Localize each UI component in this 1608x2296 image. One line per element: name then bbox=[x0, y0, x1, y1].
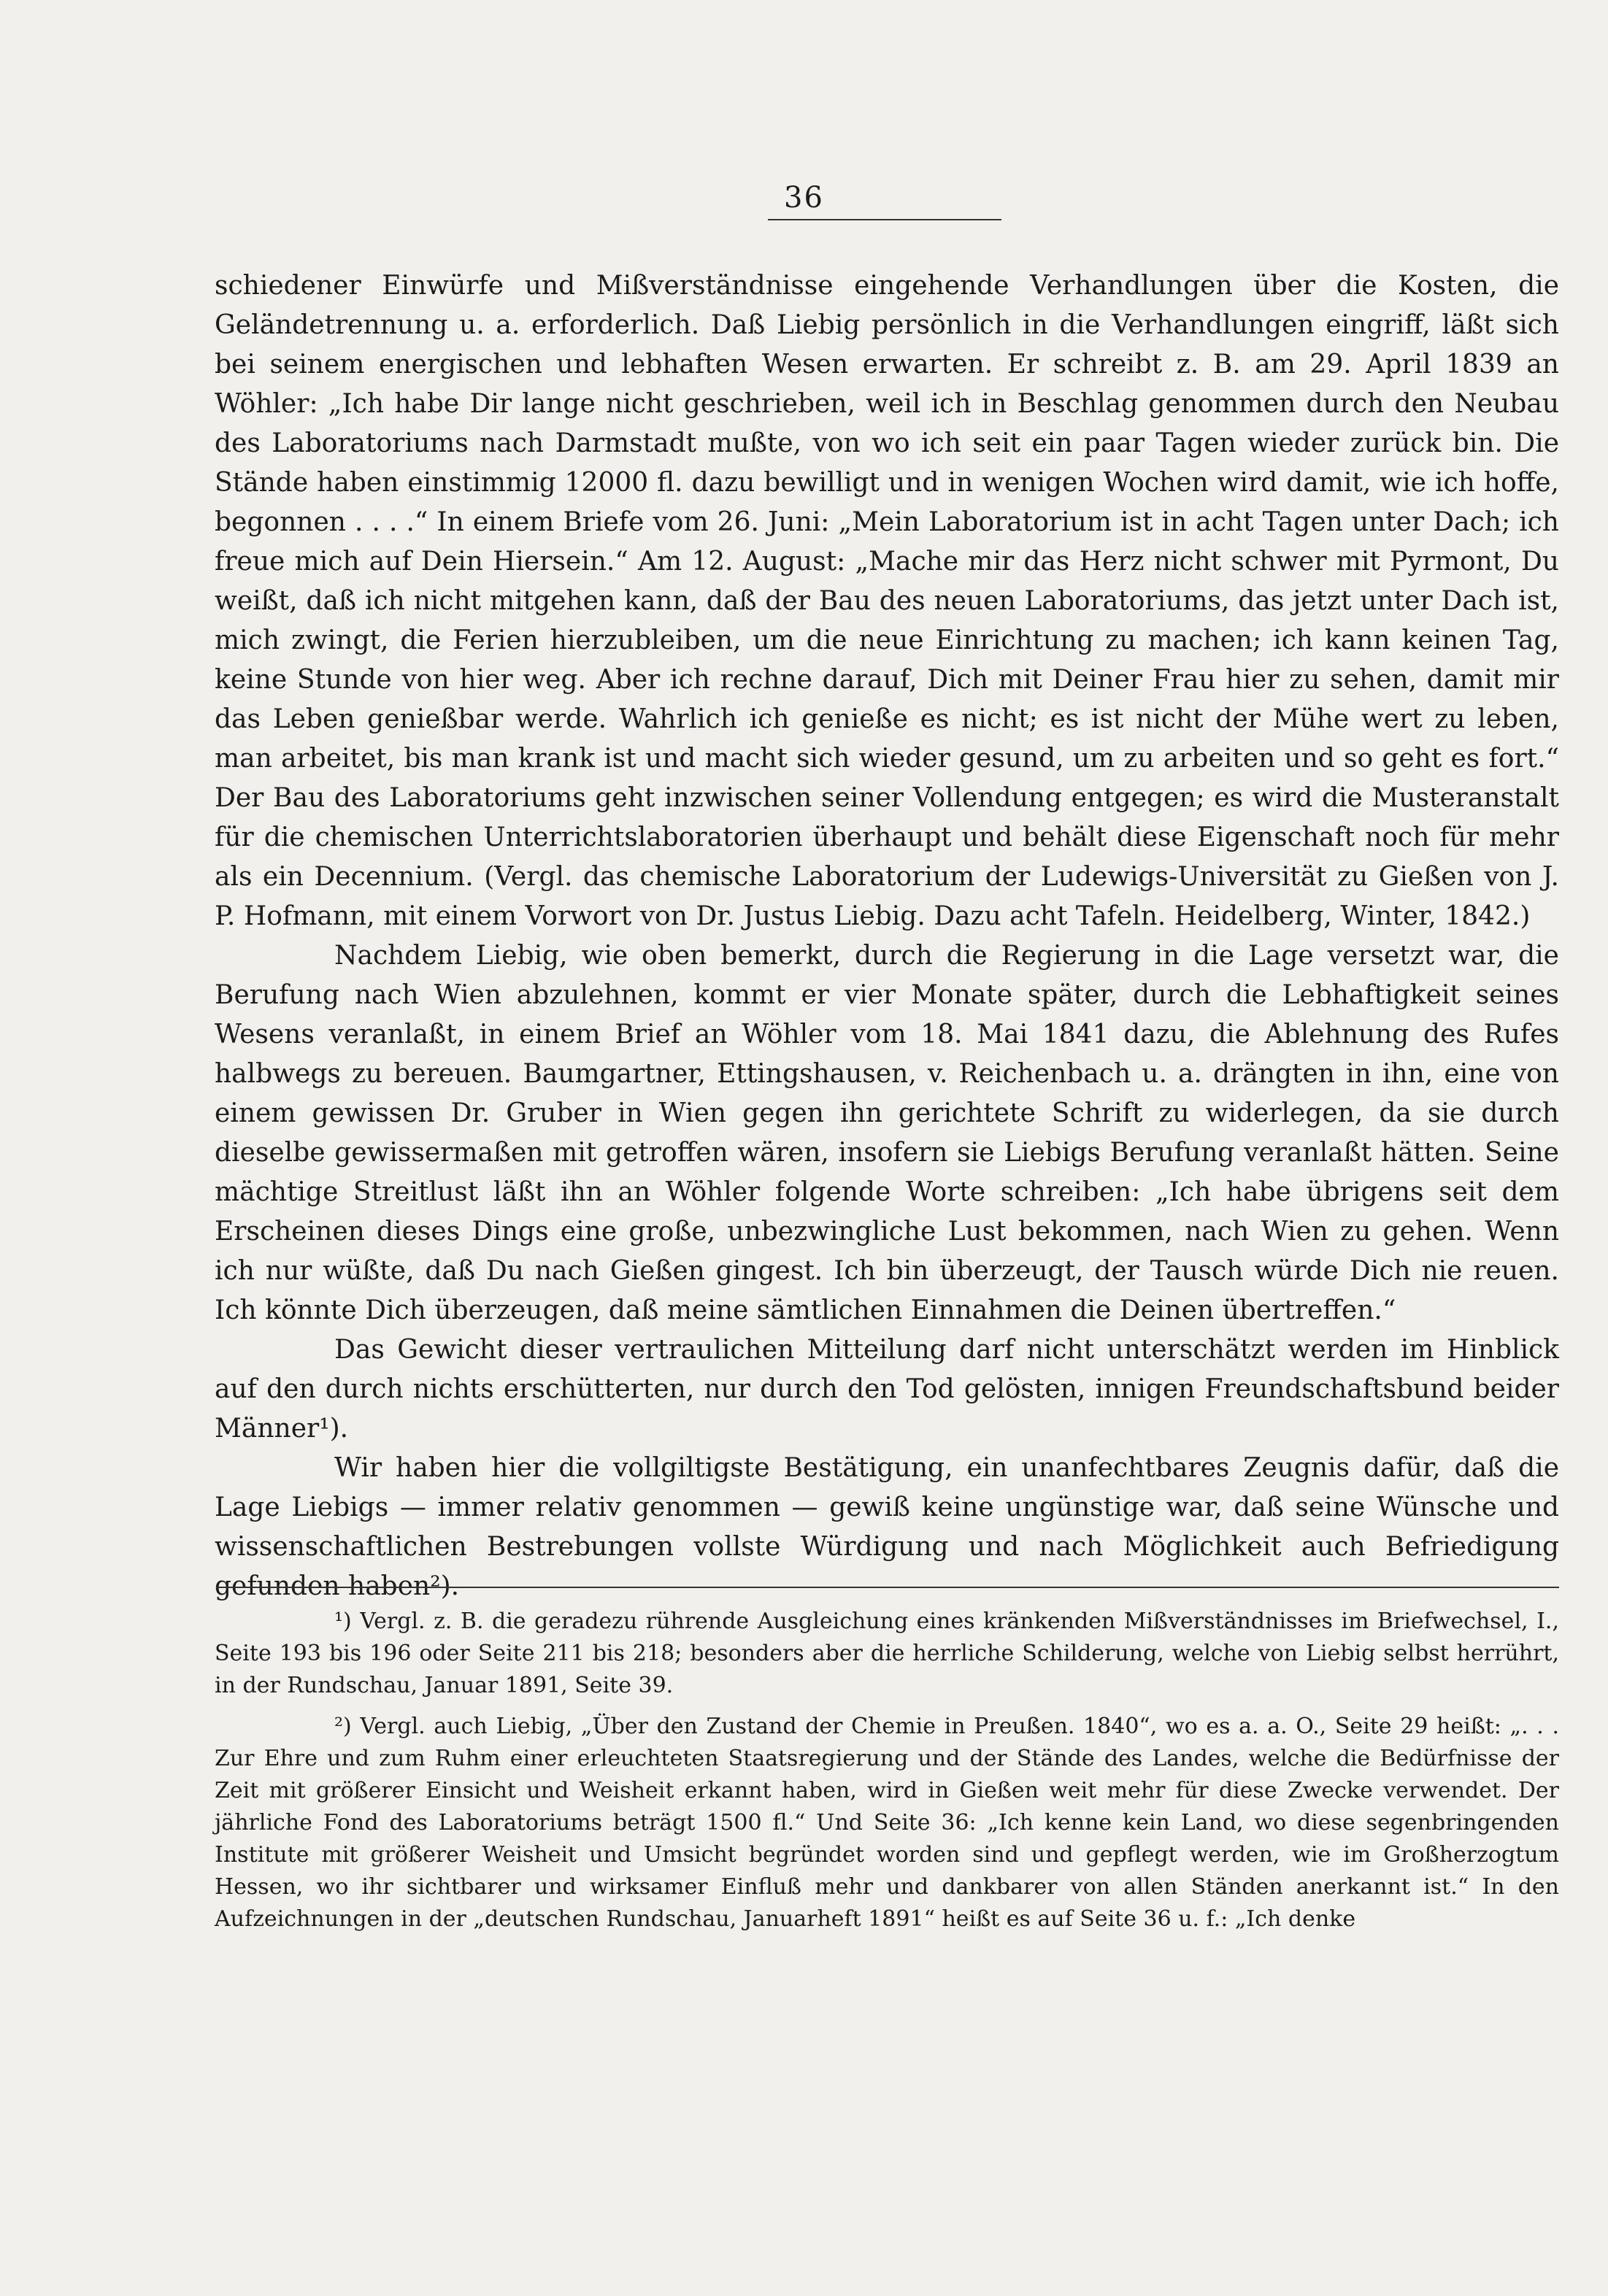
footnote-rule bbox=[216, 1587, 1559, 1588]
body-paragraph-1: schiedener Einwürfe und Mißverständnisse eingehende Verhandlungen über die Kosten, die Geländetrennung u. a. erforderlich. Daß Liebig persönlich in die Verhandlungen eingriff, läßt sich bei seinem energischen und lebhaften Wesen erwarten. Er schreibt z. B. am 29. April 1839 an Wöhler: „Ich habe Dir lange nicht geschrieben, weil ich in Beschlag genommen durch den Neubau des Laboratoriums nach Darmstadt mußte, von wo ich seit ein paar Tagen wieder zurück bin. Die Stände haben einstimmig 12000 fl. dazu bewilligt und in wenigen Wochen wird damit, wie ich hoffe, begonnen . . . .“ In einem Briefe vom 26. Juni: „Mein Laboratorium ist in acht Tagen unter Dach; ich freue mich auf Dein Hiersein.“ Am 12. August: „Mache mir das Herz nicht schwer mit Pyrmont, Du weißt, daß ich nicht mitgehen kann, daß der Bau des neuen Laboratoriums, das jetzt unter Dach ist, mich zwingt, die Ferien hierzubleiben, um die neue Einrichtung zu machen; ich kann keinen Tag, keine Stunde von hier weg. Aber ich rechne darauf, Dich mit Deiner Frau hier zu sehen, damit mir das Leben genießbar werde. Wahrlich ich genieße es nicht; es ist nicht der Mühe wert zu leben, man arbeitet, bis man krank ist und macht sich wieder gesund, um zu arbeiten und so geht es fort.“ Der Bau des Laboratoriums geht inzwischen seiner Vollendung entgegen; es wird die Musteranstalt für die chemischen Unterrichtslaboratorien überhaupt und behält diese Eigenschaft noch für mehr als ein Decennium. (Vergl. das chemische Laboratorium der Ludewigs-Universität zu Gießen von J. P. Hofmann, mit einem Vorwort von Dr. Justus Liebig. Dazu acht Tafeln. Heidelberg, Winter, 1842.) bbox=[215, 271, 1559, 931]
footnotes bbox=[215, 1606, 1559, 1944]
footnote-2: ²) Vergl. auch Liebig, „Über den Zustand der Chemie in Preußen. 1840“, wo es a. a. O., Seite 29 heißt: „. . . Zur Ehre und zum Ruhm einer erleuchteten Staatsregierung und der Stände des Landes, welche die Bedürfnisse der Zeit mit größerer Einsicht und Weisheit erkannt haben, wird in Gießen weit mehr für diese Zwecke verwendet. Der jährliche Fond des Laboratoriums beträgt 1500 fl.“ Und Seite 36: „Ich kenne kein Land, wo diese segenbringenden Institute mit größerer Weisheit und Umsicht begründet worden sind und gepflegt werden, wie im Großherzogtum Hessen, wo ihr sichtbarer und wirksamer Einfluß mehr und dankbarer von allen Ständen anerkannt ist.“ In den Aufzeichnungen in der „deutschen Rundschau, Januarheft 1891“ heißt es auf Seite 36 u. f.: „Ich denke bbox=[215, 1714, 1559, 1932]
body-paragraph-4: Wir haben hier die vollgiltigste Bestätigung, ein unanfechtbares Zeugnis dafür, daß die Lage Liebigs — immer relativ genommen — gewiß keine ungünstige war, daß seine Wünsche und wissenschaftlichen Bestrebungen vollste Würdigung und nach Möglichkeit auch Befriedigung gefunden haben²). bbox=[215, 1453, 1559, 1601]
body-paragraph-2: Nachdem Liebig, wie oben bemerkt, durch die Regierung in die Lage versetzt war, die Berufung nach Wien abzulehnen, kommt er vier Monate später, durch die Lebhaftigkeit seines Wesens veranlaßt, in einem Brief an Wöhler vom 18. Mai 1841 dazu, die Ablehnung des Rufes halbwegs zu bereuen. Baumgartner, Ettingshausen, v. Reichenbach u. a. drängten in ihn, eine von einem gewissen Dr. Gruber in Wien gegen ihn gerichtete Schrift zu widerlegen, da sie durch dieselbe gewissermaßen mit getroffen wären, insofern sie Liebigs Berufung veranlaßt hätten. Seine mächtige Streitlust läßt ihn an Wöhler folgende Worte schreiben: „Ich habe übrigens seit dem Erscheinen dieses Dings eine große, unbezwingliche Lust bekommen, nach Wien zu gehen. Wenn ich nur wüßte, daß Du nach Gießen gingest. Ich bin überzeugt, der Tausch würde Dich nie reuen. Ich könnte Dich überzeugen, daß meine sämtlichen Einnahmen die Deinen übertreffen.“ bbox=[215, 941, 1559, 1325]
body-text bbox=[215, 266, 1559, 1606]
header-rule bbox=[768, 219, 1001, 220]
footnote-1: ¹) Vergl. z. B. die geradezu rührende Ausgleichung eines kränkenden Mißverständnisses im Briefwechsel, I., Seite 193 bis 196 oder Seite 211 bis 218; besonders aber die herrliche Schilderung, welche von Liebig selbst herrührt, in der Rundschau, Januar 1891, Seite 39. bbox=[215, 1609, 1559, 1698]
page-number: 36 bbox=[784, 181, 824, 215]
body-paragraph-3: Das Gewicht dieser vertraulichen Mitteilung darf nicht unterschätzt werden im Hinblick auf den durch nichts erschütterten, nur durch den Tod gelösten, innigen Freundschaftsbund beider Männer¹). bbox=[215, 1335, 1559, 1444]
